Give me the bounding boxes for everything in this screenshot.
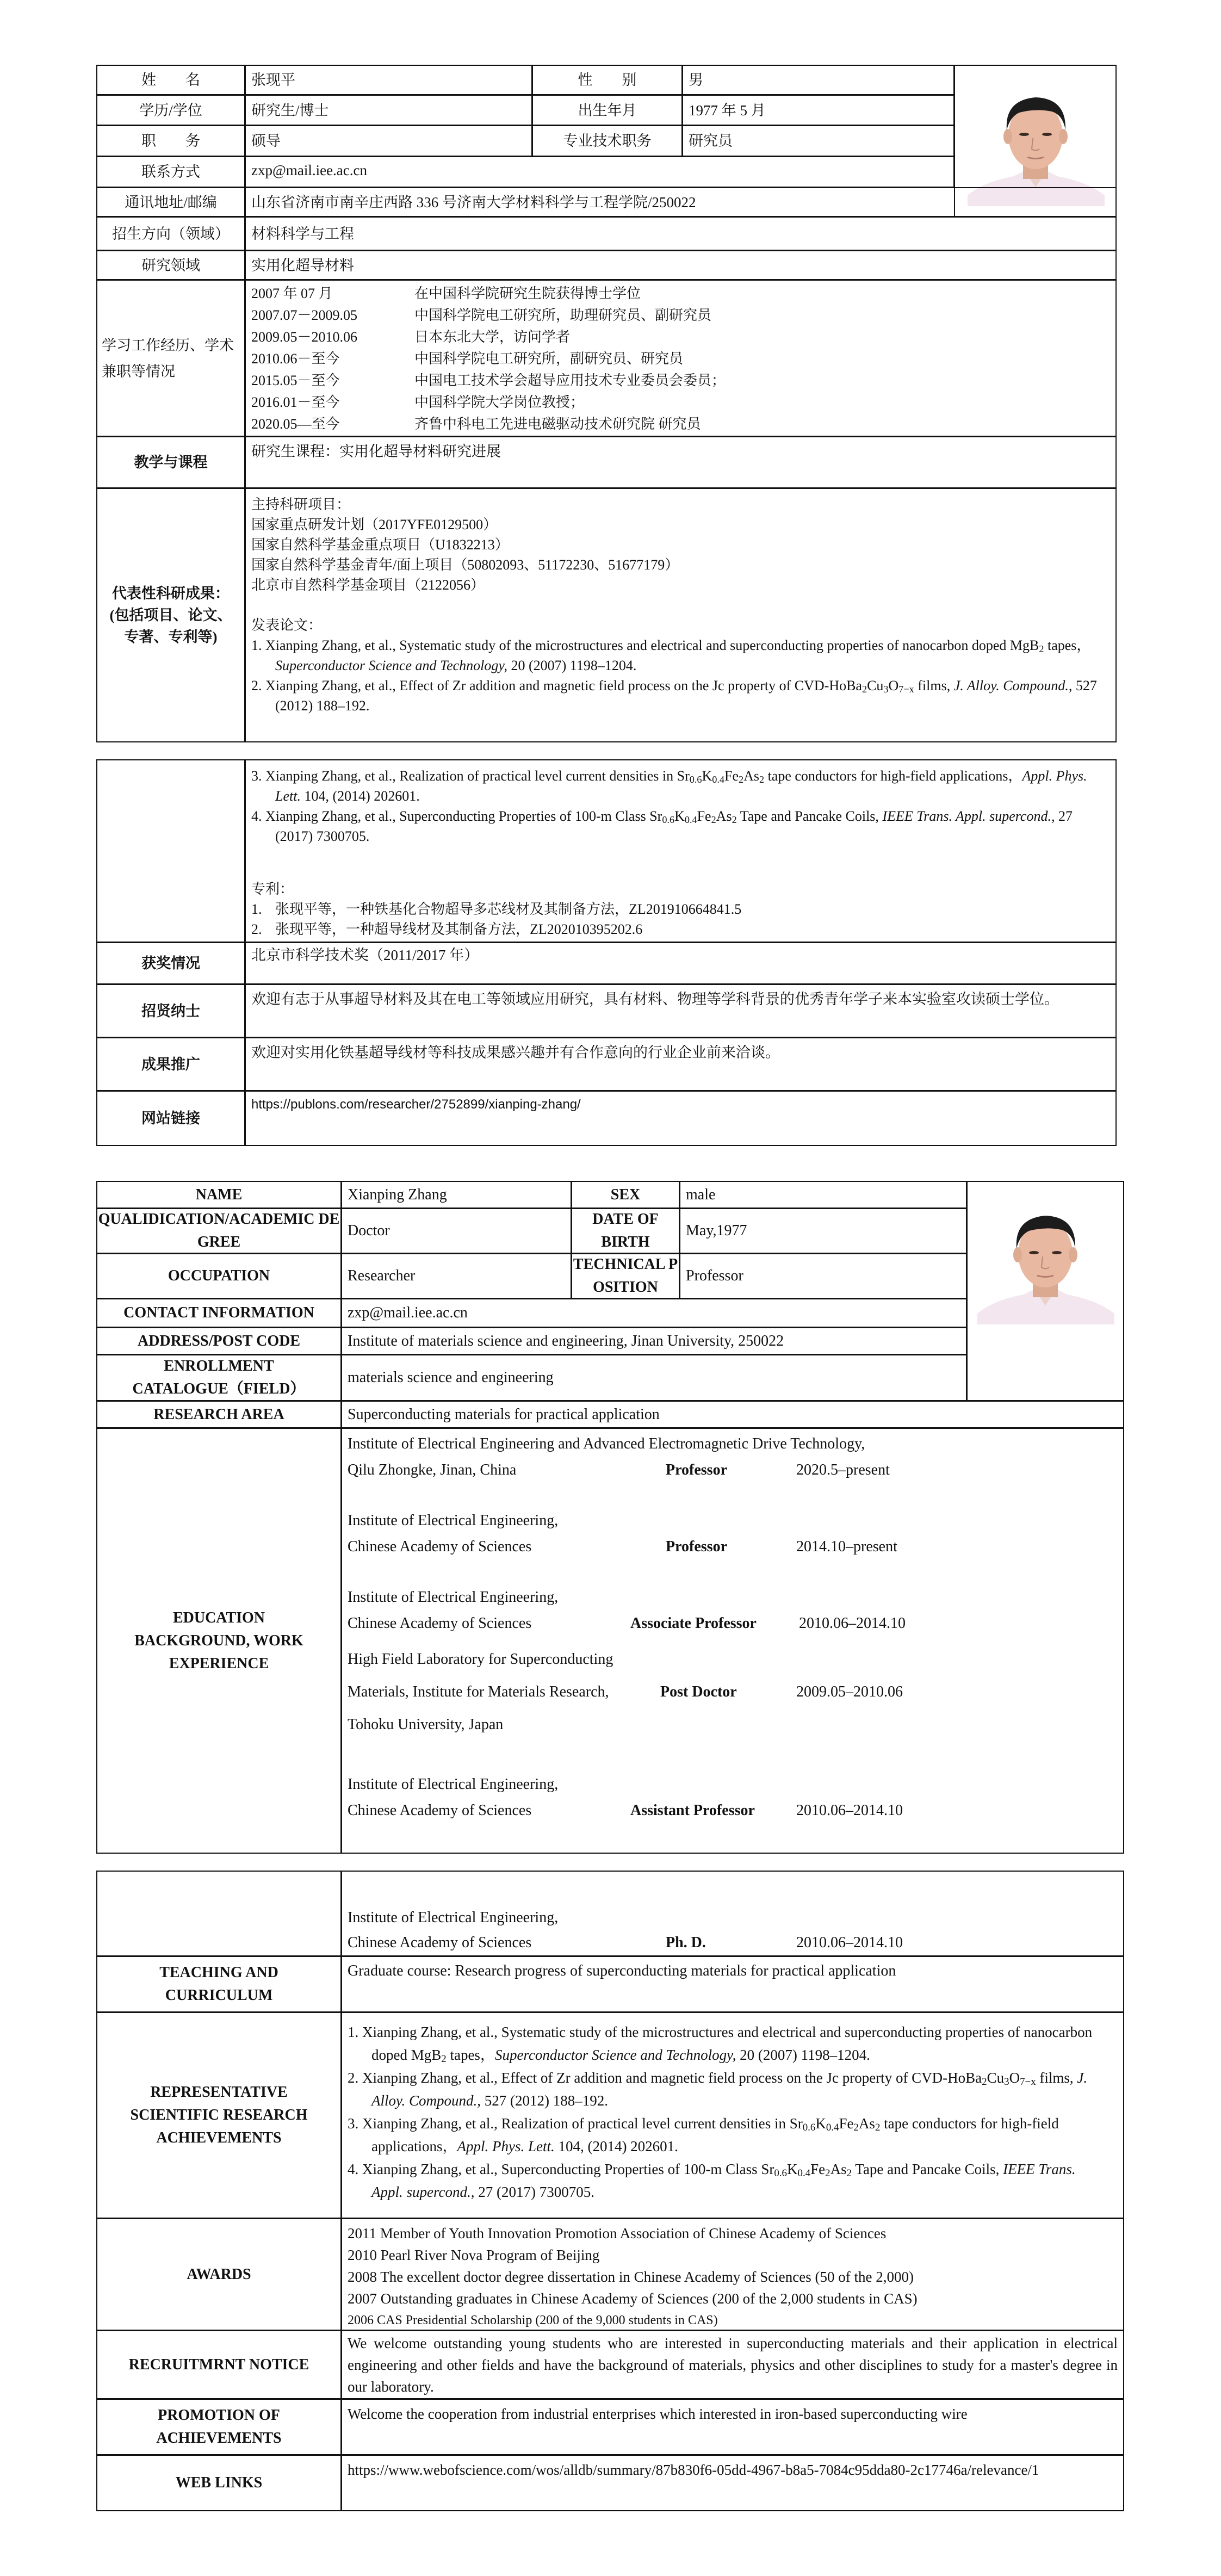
edu-institution: Materials, Institute for Materials Research, (348, 1683, 609, 1700)
en-sex-value (679, 1181, 967, 1209)
cn-history-label (96, 280, 245, 437)
history-text: 中国科学院大学岗位教授； (414, 394, 585, 410)
cn-recruit-label-text: 招贤纳士 (141, 1002, 200, 1019)
en-awards-list (341, 2218, 1124, 2331)
cn-sex-label-text: 性 别 (578, 72, 637, 88)
subscript: 2 (982, 2076, 987, 2088)
paper-text: 1. Xianping Zhang, et al., Systematic study of the microstructures and electrical and superconducting properties of nanocarbon doped MgB (251, 637, 1039, 653)
subscript: 2 (732, 814, 737, 825)
paper-text: 1. Xianping Zhang, et al., Systematic study of the microstructures and electrical and superconducting properties of nanocarbon doped MgB (348, 2024, 1093, 2063)
en-title-label-text: TECHNICAL POSITION (573, 1256, 678, 1296)
subscript: 2 (759, 774, 765, 785)
cn-enroll-label-text: 招生方向（领域） (112, 225, 230, 242)
en-enroll-text: materials science and engineering (348, 1369, 554, 1386)
edu-date: 2010.06–2014.10 (796, 1802, 903, 1819)
en-promo-label-text: PROMOTION OF ACHIEVEMENTS (156, 2407, 282, 2447)
en-occupation-label (96, 1253, 342, 1299)
subscript: 0.4 (712, 774, 724, 785)
en-birth-label-text: DATE OF BIRTH (592, 1211, 659, 1250)
paper-text: Tape and Pancake Coils, (852, 2161, 1003, 2177)
cn-name-label (96, 65, 245, 95)
edu-institution: Chinese Academy of Sciences (348, 1615, 532, 1632)
en-achieve-label (96, 2012, 342, 2219)
award-item: 2010 Pearl River Nova Program of Beijing (348, 2247, 600, 2263)
edu-institution: Tohoku University, Japan (348, 1716, 504, 1733)
paper-text: Fe (839, 2115, 854, 2132)
patent-item (251, 919, 1110, 939)
paper-item (251, 635, 1110, 676)
paper-text: As (858, 2115, 875, 2132)
history-date: 2009.05－2010.06 (251, 329, 358, 345)
cn-teaching-text: 研究生课程：实用化超导材料研究进展 (251, 443, 501, 460)
edu-date: 2009.05–2010.06 (796, 1683, 903, 1700)
edu-institution: Chinese Academy of Sciences (348, 1538, 532, 1555)
en-name-text: Xianping Zhang (348, 1186, 447, 1203)
paper-text: K (815, 2115, 826, 2132)
paper-text: O (1009, 2070, 1020, 2086)
cn-awards-label (96, 942, 245, 984)
en-name-value (341, 1181, 572, 1209)
subscript: 2 (825, 2168, 830, 2179)
en-promo-label (96, 2399, 342, 2455)
edu-institution: Institute of Electrical Engineering, (348, 1512, 559, 1529)
paper-journal: Appl. Phys. Lett. (275, 768, 1087, 804)
subscript: 0.6 (689, 774, 702, 785)
cn-web-label-text: 网站链接 (141, 1110, 200, 1126)
patent-text: 张现平等，一种超导线材及其制备方法，ZL202010395202.6 (275, 921, 643, 937)
patent-number: 2. (251, 921, 262, 937)
en-birth-text: May,1977 (686, 1222, 747, 1239)
en-degree-value (341, 1208, 572, 1254)
projects-heading: 主持科研项目： (251, 497, 351, 512)
edu-institution: Chinese Academy of Sciences (348, 1934, 532, 1951)
patents-heading: 专利： (251, 881, 294, 897)
cn-contact-value (245, 156, 955, 188)
en-teaching-label-text: TEACHING AND CURRICULUM (159, 1964, 278, 2004)
en-edu-list (341, 1428, 1124, 1854)
edu-date: 2010.06–2014.10 (796, 1934, 903, 1951)
en-enroll-value (341, 1354, 967, 1401)
en-title-label (571, 1253, 680, 1299)
paper-text: 3. Xianping Zhang, et al., Realization of practical level current densities in Sr (348, 2115, 803, 2132)
cn-title-label (532, 125, 683, 157)
en-enroll-label-text: ENROLLMENT CATALOGUE（FIELD） (132, 1358, 306, 1397)
award-item: 2008 The excellent doctor degree dissertation in Chinese Academy of Sciences (50 of the 2,000) (348, 2269, 914, 2285)
cn-web-link[interactable]: https://publons.com/researcher/2752899/xianping-zhang/ (251, 1097, 581, 1112)
subscript: 2 (738, 774, 744, 785)
cn-history-list (245, 280, 1117, 437)
paper-text: Fe (724, 768, 739, 784)
paper-journal: Appl. Phys. Lett. (457, 2138, 555, 2154)
en-occupation-text: Researcher (348, 1267, 416, 1284)
paper-text: tapes， (1044, 637, 1091, 653)
history-text: 齐鲁中科电工先进电磁驱动技术研究院 研究员 (414, 416, 701, 432)
en-sex-label (571, 1181, 680, 1209)
paper-item (251, 766, 1110, 806)
en-degree-label-text: QUALIDICATION/ACADEMIC DEGREE (98, 1211, 340, 1250)
cn-research-value (245, 250, 1117, 280)
paper-text: K (702, 768, 712, 784)
patent-text: 张现平等，一种铁基化合物超导多芯线材及其制备方法，ZL201910664841.5 (275, 901, 742, 917)
paper-journal: J. Alloy. Compound., (371, 2070, 1088, 2109)
cn-duty-text: 硕导 (251, 133, 281, 149)
subscript: 0.4 (797, 2168, 811, 2179)
cn-enroll-value (245, 216, 1117, 251)
history-date: 2016.01－至今 (251, 394, 340, 410)
en-edu-list-cont (341, 1871, 1124, 1956)
edu-date: 2010.06–2014.10 (799, 1615, 906, 1632)
history-date: 2010.06－至今 (251, 351, 340, 367)
paper-text: 20 (2007) 1198–1204. (736, 2047, 870, 2063)
cn-recruit-value (245, 984, 1117, 1038)
en-awards-label-text: AWARDS (187, 2265, 251, 2283)
paper-text: 4. Xianping Zhang, et al., Superconducting Properties of 100-m Class Sr (251, 808, 662, 824)
subscript: 3 (883, 684, 889, 695)
cn-contact-label (96, 156, 245, 188)
cn-address-text: 山东省济南市南辛庄西路 336 号济南大学材料科学与工程学院/250022 (251, 194, 696, 210)
history-item (251, 326, 1110, 348)
paper-item (348, 2066, 1107, 2112)
cn-promo-text: 欢迎对实用化铁基超导线材等科技成果感兴趣并有合作意向的行业企业前来洽谈。 (251, 1044, 780, 1061)
en-title-text: Professor (686, 1267, 743, 1284)
en-title-value (679, 1253, 967, 1299)
history-date: 2020.05—至今 (251, 416, 340, 432)
edu-entry (348, 1772, 1118, 1824)
en-sex-label-text: SEX (610, 1186, 641, 1203)
history-date: 2015.05－至今 (251, 373, 340, 388)
cn-history-label-text: 学习工作经历、学术兼职等情况 (102, 337, 234, 380)
paper-text: 104, (2014) 202601. (554, 2138, 678, 2154)
cn-research-label (96, 250, 245, 280)
en-recruit-label (96, 2330, 342, 2399)
edu-role: Professor (666, 1538, 727, 1555)
en-web-link[interactable]: https://www.webofscience.com/wos/alldb/summary/87b830f6-05dd-4967-b8a5-7084c95dda80-2c17746a/relevance/1 (348, 2462, 1039, 2478)
paper-text: tape conductors for high-field applications， (764, 768, 1022, 784)
en-contact-label-text: CONTACT INFORMATION (123, 1304, 314, 1321)
history-item (251, 413, 1110, 435)
history-text: 中国科学院电工研究所，副研究员、研究员 (414, 351, 684, 367)
paper-text: films, (1036, 2070, 1077, 2086)
edu-entry (348, 1431, 1118, 1483)
edu-role: Ph. D. (666, 1934, 706, 1951)
patent-item (251, 899, 1110, 919)
paper-journal: Superconductor Science and Technology, (494, 2047, 736, 2063)
paper-journal: Superconductor Science and Technology, (275, 658, 507, 673)
cn-name-label-text: 姓 名 (141, 72, 200, 88)
en-birth-value (679, 1208, 967, 1254)
cn-awards-label-text: 获奖情况 (141, 955, 200, 971)
en-research-text: Superconducting materials for practical application (348, 1405, 660, 1423)
cn-contact-label-text: 联系方式 (141, 164, 200, 180)
en-recruit-label-text: RECRUITMRNT NOTICE (128, 2356, 309, 2373)
en-recruit-text: We welcome outstanding young students who are interested in superconducting materials and their application in electrical engineering and other fields and have the background of materials, physics and other disciplines to study for a master's degree in our laboratory. (348, 2335, 1118, 2395)
cn-sex-label (532, 65, 683, 95)
en-occupation-label-text: OCCUPATION (168, 1267, 270, 1284)
subscript: 0.4 (684, 814, 697, 825)
cn-research-text: 实用化超导材料 (251, 257, 354, 274)
en-web-value (341, 2455, 1124, 2511)
portrait-photo (962, 76, 1109, 206)
subscript: 2 (1039, 643, 1044, 654)
en-research-label (96, 1401, 342, 1428)
en-contact-value (341, 1298, 967, 1328)
subscript: 2 (861, 684, 867, 695)
cn-enroll-text: 材料科学与工程 (251, 225, 354, 242)
paper-text: 2. Xianping Zhang, et al., Effect of Zr addition and magnetic field process on the Jc property of CVD-HoBa (251, 678, 862, 693)
en-research-value (341, 1401, 1124, 1428)
paper-text: films, (914, 678, 954, 693)
en-address-text: Institute of materials science and engineering, Jinan University, 250022 (348, 1332, 784, 1349)
cn-degree-label (96, 95, 245, 126)
history-date: 2007.07－2009.05 (251, 307, 358, 323)
paper-text: Fe (810, 2161, 826, 2177)
paper-item (251, 676, 1110, 716)
paper-text: 3. Xianping Zhang, et al., Realization of practical level current densities in Sr (251, 768, 690, 784)
en-degree-label (96, 1208, 342, 1254)
en-promo-value (341, 2399, 1124, 2455)
paper-text: 527 (2012) 188–192. (481, 2092, 608, 2109)
cn-sex-value (682, 65, 955, 95)
subscript: 0.6 (774, 2168, 787, 2179)
cn-achieve-label-line: 代表性科研成果： (112, 585, 230, 602)
edu-role: Assistant Professor (630, 1802, 755, 1819)
project-item: 国家自然科学基金青年/面上项目（50802093、51172230、51677179） (251, 557, 679, 573)
en-enroll-label (96, 1354, 342, 1401)
history-item (251, 348, 1110, 370)
en-promo-text: Welcome the cooperation from industrial enterprises which interested in iron-based superconducting wire (348, 2406, 968, 2422)
edu-entry (348, 1584, 1118, 1637)
paper-text: tapes， (446, 2047, 495, 2063)
edu-date: 2014.10–present (796, 1538, 897, 1555)
cn-recruit-text: 欢迎有志于从事超导材料及其在电工等领域应用研究，具有材料、物理等学科背景的优秀青年学子来本实验室攻读硕士学位。 (251, 991, 1059, 1007)
paper-text: 27 (2017) 7300705. (275, 808, 1073, 844)
edu-role: Professor (666, 1462, 727, 1478)
history-text: 在中国科学院研究生院获得博士学位 (414, 286, 641, 301)
cn-achieve-label (96, 488, 245, 742)
en-contact-email[interactable]: zxp@mail.iee.ac.cn (348, 1304, 468, 1321)
subscript: 2 (875, 2122, 881, 2133)
en-edu-label (96, 1428, 342, 1854)
cn-research-label-text: 研究领域 (141, 257, 200, 274)
en-teaching-label (96, 1956, 342, 2013)
award-item: 2007 Outstanding graduates in Chinese Academy of Sciences (200 of the 2,000 students in CAS) (348, 2290, 918, 2307)
en-birth-label (571, 1208, 680, 1254)
paper-text: Cu (867, 678, 884, 693)
paper-text: K (787, 2161, 798, 2177)
history-item (251, 392, 1110, 413)
subscript: 2 (711, 814, 716, 825)
cn-achieve-label-cont (96, 759, 245, 943)
subscript: 7−x (1020, 2076, 1036, 2088)
paper-journal: IEEE Trans. Appl. supercond., (882, 808, 1055, 824)
cn-recruit-label (96, 984, 245, 1038)
edu-role: Post Doctor (660, 1683, 737, 1700)
cn-promo-value (245, 1037, 1117, 1091)
en-recruit-value (341, 2330, 1124, 2399)
edu-entry (348, 1643, 1118, 1741)
project-item: 国家重点研发计划（2017YFE0129500） (251, 517, 498, 532)
paper-text: 27 (2017) 7300705. (474, 2184, 594, 2200)
portrait-photo (972, 1194, 1119, 1324)
cn-contact-email[interactable]: zxp@mail.iee.ac.cn (251, 162, 368, 178)
en-photo-cell (966, 1181, 1124, 1401)
cn-title-label-text: 专业技术职务 (563, 133, 652, 149)
cn-birth-label-text: 出生年月 (578, 102, 637, 119)
history-text: 日本东北大学，访问学者 (414, 329, 571, 345)
cn-web-value (245, 1091, 1117, 1146)
subscript: 0.6 (662, 814, 675, 825)
cn-address-label (96, 187, 245, 217)
cn-teaching-value (245, 436, 1117, 488)
cn-promo-label-text: 成果推广 (141, 1056, 200, 1073)
cn-web-label (96, 1091, 245, 1146)
project-item: 北京市自然科学基金项目（2122056） (251, 577, 485, 593)
cn-sex-text: 男 (689, 72, 703, 88)
cn-awards-text: 北京市科学技术奖（2011/2017 年） (251, 947, 479, 963)
award-item: 2006 CAS Presidential Scholarship (200 of the 9,000 students in CAS) (348, 2313, 718, 2327)
cn-achieve-value (245, 488, 1117, 742)
subscript: 0.6 (802, 2122, 816, 2133)
edu-institution: Qilu Zhongke, Jinan, China (348, 1462, 517, 1478)
en-web-label-text: WEB LINKS (175, 2474, 263, 2491)
en-edu-label-cont (96, 1871, 342, 1956)
paper-text: 527 (2012) 188–192. (275, 678, 1097, 714)
edu-institution: Institute of Electrical Engineering, (348, 1909, 559, 1926)
paper-item (348, 2021, 1107, 2066)
edu-institution: Institute of Electrical Engineering, (348, 1776, 559, 1793)
en-web-label (96, 2455, 342, 2511)
award-item: 2011 Member of Youth Innovation Promotion Association of Chinese Academy of Sciences (348, 2225, 887, 2241)
edu-entry (348, 1508, 1118, 1560)
paper-journal: J. Alloy. Compound., (953, 678, 1073, 693)
en-sex-text: male (686, 1186, 716, 1203)
paper-text: As (830, 2161, 847, 2177)
en-achieve-label-text: REPRESENTATIVE SCIENTIFIC RESEARCH ACHIEVEMENTS (130, 2084, 308, 2146)
cn-name-text: 张现平 (251, 72, 295, 88)
cn-title-text: 研究员 (689, 133, 733, 149)
paper-item (348, 2112, 1107, 2158)
en-research-label-text: RESEARCH AREA (153, 1405, 284, 1423)
cn-duty-value (245, 125, 532, 157)
subscript: 2 (846, 2168, 852, 2179)
paper-text: 2. Xianping Zhang, et al., Effect of Zr addition and magnetic field process on the Jc property of CVD-HoBa (348, 2070, 982, 2086)
history-date: 2007 年 07 月 (251, 286, 333, 301)
cn-birth-text: 1977 年 5 月 (689, 102, 766, 119)
cn-degree-value (245, 95, 532, 126)
paper-text: K (674, 808, 685, 824)
project-item: 国家自然科学基金重点项目（U1832213） (251, 537, 509, 553)
en-contact-label (96, 1298, 342, 1328)
cn-promo-label (96, 1037, 245, 1091)
cn-degree-text: 研究生/博士 (251, 102, 329, 119)
en-occupation-value (341, 1253, 572, 1299)
edu-institution: High Field Laboratory for Superconducting (348, 1651, 613, 1668)
edu-entry (348, 1905, 1118, 1955)
paper-text: O (888, 678, 899, 693)
paper-text: 104, (2014) 202601. (300, 788, 420, 804)
cn-address-value (245, 187, 1117, 217)
subscript: 0.4 (826, 2122, 839, 2133)
patent-number: 1. (251, 901, 262, 917)
edu-institution: Chinese Academy of Sciences (348, 1802, 532, 1819)
en-degree-text: Doctor (348, 1222, 390, 1239)
subscript: 2 (853, 2122, 859, 2133)
cn-achieve-label-line: 专著、专利等) (124, 629, 218, 645)
subscript: 3 (1004, 2076, 1009, 2088)
en-address-label-text: ADDRESS/POST CODE (137, 1332, 300, 1349)
paper-text: tape conductors for high-field applications， (371, 2115, 1059, 2154)
history-item (251, 370, 1110, 392)
edu-role: Associate Professor (630, 1615, 757, 1632)
cn-teaching-label (96, 436, 245, 488)
papers-heading: 发表论文： (251, 617, 323, 633)
en-name-label-text: NAME (195, 1186, 243, 1203)
cn-title-value (682, 125, 955, 157)
cn-degree-label-text: 学历/学位 (139, 102, 202, 119)
paper-item (348, 2158, 1107, 2203)
history-text: 中国电工技术学会超导应用技术专业委员会委员； (414, 373, 726, 388)
paper-text: Tape and Pancake Coils, (736, 808, 883, 824)
history-text: 中国科学院电工研究所，助理研究员、副研究员 (414, 307, 712, 323)
paper-text: Cu (987, 2070, 1005, 2086)
en-awards-label (96, 2218, 342, 2331)
paper-text: 20 (2007) 1198–1204. (507, 658, 637, 673)
cn-teaching-label-text: 教学与课程 (134, 454, 208, 470)
paper-text: 4. Xianping Zhang, et al., Superconducting Properties of 100-m Class Sr (348, 2161, 774, 2177)
cn-achieve-label-line: (包括项目、论文、 (109, 607, 232, 623)
cn-achieve-value-cont (245, 759, 1117, 943)
cn-address-label-text: 通讯地址/邮编 (125, 194, 217, 210)
cn-name-value (245, 65, 532, 95)
paper-text: As (743, 768, 759, 784)
cn-enroll-label (96, 216, 245, 251)
en-achieve-value (341, 2012, 1124, 2219)
cn-duty-label-text: 职 务 (141, 133, 200, 149)
subscript: 2 (441, 2053, 447, 2065)
cn-duty-label (96, 125, 245, 157)
history-item (251, 283, 1110, 305)
cn-birth-value (682, 95, 955, 126)
subscript: 7−x (898, 684, 914, 695)
en-name-label (96, 1181, 342, 1209)
en-teaching-value (341, 1956, 1124, 2013)
edu-date: 2020.5–present (796, 1462, 890, 1478)
en-address-value (341, 1327, 967, 1355)
edu-institution: Institute of Electrical Engineering, (348, 1589, 559, 1606)
paper-item (251, 806, 1110, 846)
paper-text: Fe (697, 808, 711, 824)
en-edu-label-text: EDUCATION BACKGROUND, WORK EXPERIENCE (134, 1609, 303, 1672)
en-teaching-text: Graduate course: Research progress of superconducting materials for practical application (348, 1962, 896, 1979)
cn-awards-value (245, 942, 1117, 984)
en-address-label (96, 1327, 342, 1355)
paper-journal: IEEE Trans. Appl. supercond., (371, 2161, 1076, 2200)
cn-birth-label (532, 95, 683, 126)
paper-text: As (716, 808, 732, 824)
history-item (251, 305, 1110, 326)
edu-institution: Institute of Electrical Engineering and Advanced Electromagnetic Drive Technology, (348, 1435, 865, 1452)
